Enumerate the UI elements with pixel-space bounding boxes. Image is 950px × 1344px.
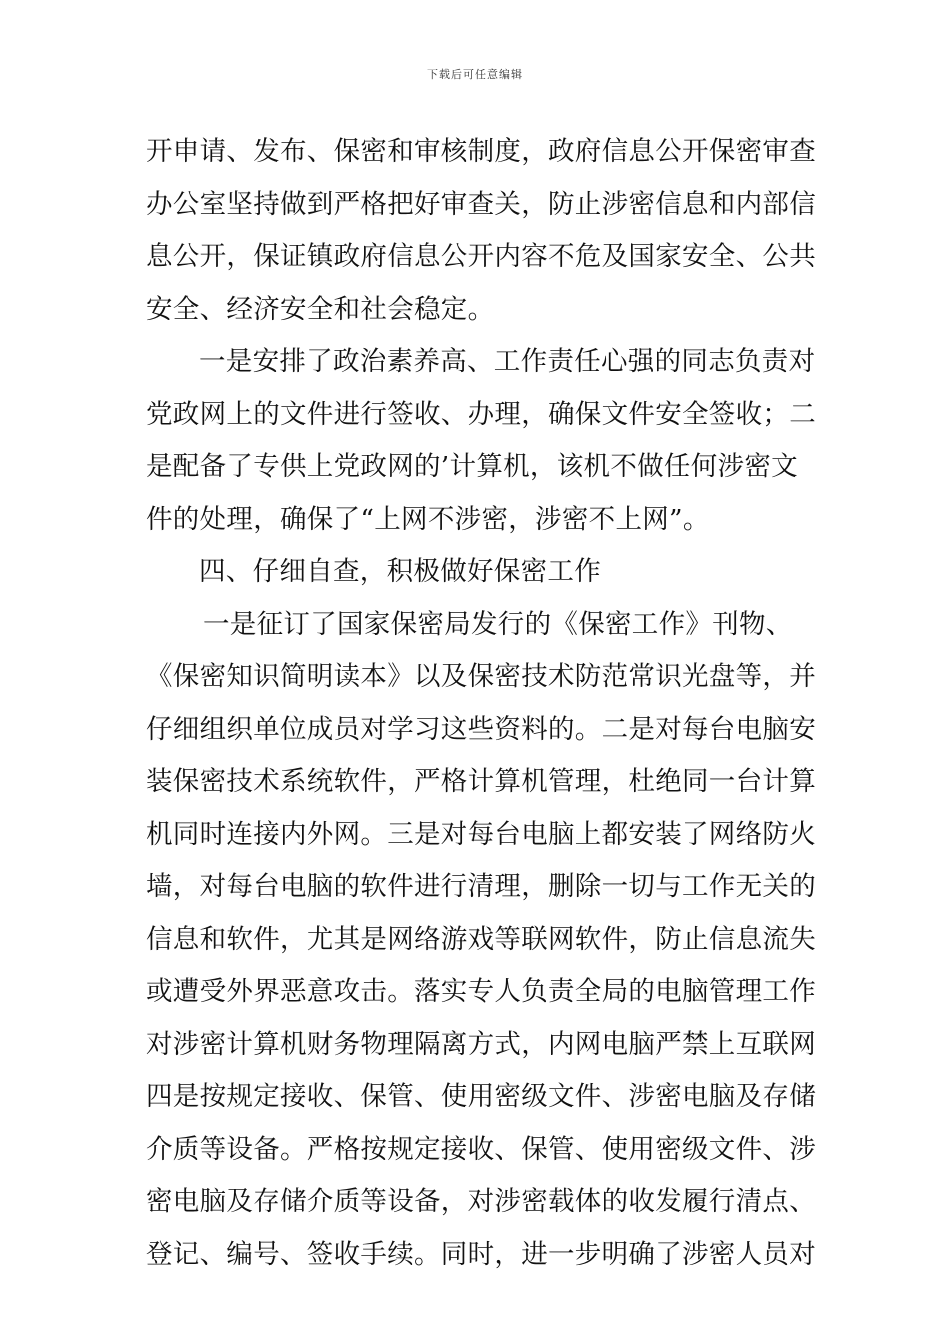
text-line: 件的处理，确保了“上网不涉密，涉密不上网”。	[146, 503, 710, 535]
section-heading: 四、仔细自查，积极做好保密工作	[199, 556, 601, 587]
paragraph-first-line: 一是安排了政治素养高、工作责任心强的同志负责对	[199, 346, 816, 377]
text-line: 息公开，保证镇政府信息公开内容不危及国家安全、公共	[146, 241, 816, 272]
text-line: 信息和软件，尤其是网络游戏等联网软件，防止信息流失	[146, 923, 816, 955]
text-line: 四是按规定接收、保管、使用密级文件、涉密电脑及存储	[146, 1081, 816, 1112]
text-line: 对涉密计算机财务物理隔离方式，内网电脑严禁上互联网	[146, 1028, 816, 1060]
text-line: 办公室坚持做到严格把好审查关，防止涉密信息和内部信	[146, 188, 816, 220]
text-line: 密电脑及存储介质等设备，对涉密载体的收发履行清点、	[146, 1186, 816, 1217]
text-line: 或遭受外界恶意攻击。落实专人负责全局的电脑管理工作	[146, 976, 816, 1007]
text-line: 开申请、发布、保密和审核制度，政府信息公开保密审查	[146, 136, 816, 167]
page-header: 下载后可任意编辑	[427, 68, 523, 81]
text-line: 装保密技术系统软件，严格计算机管理，杜绝同一台计算	[146, 766, 816, 797]
text-line: 党政网上的文件进行签收、办理，确保文件安全签收；二	[146, 398, 816, 430]
text-line: 《保密知识简明读本》以及保密技术防范常识光盘等，并	[146, 661, 816, 692]
text-line: 介质等设备。严格按规定接收、保管、使用密级文件、涉	[146, 1133, 816, 1165]
text-line: 墙，对每台电脑的软件进行清理，删除一切与工作无关的	[146, 871, 816, 902]
text-line: 机同时连接内外网。三是对每台电脑上都安装了网络防火	[146, 818, 816, 850]
paragraph-first-line: 一是征订了国家保密局发行的《保密工作》刊物、	[203, 608, 793, 640]
text-line: 安全、经济安全和社会稳定。	[146, 293, 495, 325]
text-line: 是配备了专供上党政网的’计算机，该机不做任何涉密文	[146, 451, 798, 482]
text-line: 登记、编号、签收手续。同时，进一步明确了涉密人员对	[146, 1238, 816, 1270]
text-line: 仔细组织单位成员对学习这些资料的。二是对每台电脑安	[146, 713, 816, 745]
document-body	[146, 126, 816, 1281]
